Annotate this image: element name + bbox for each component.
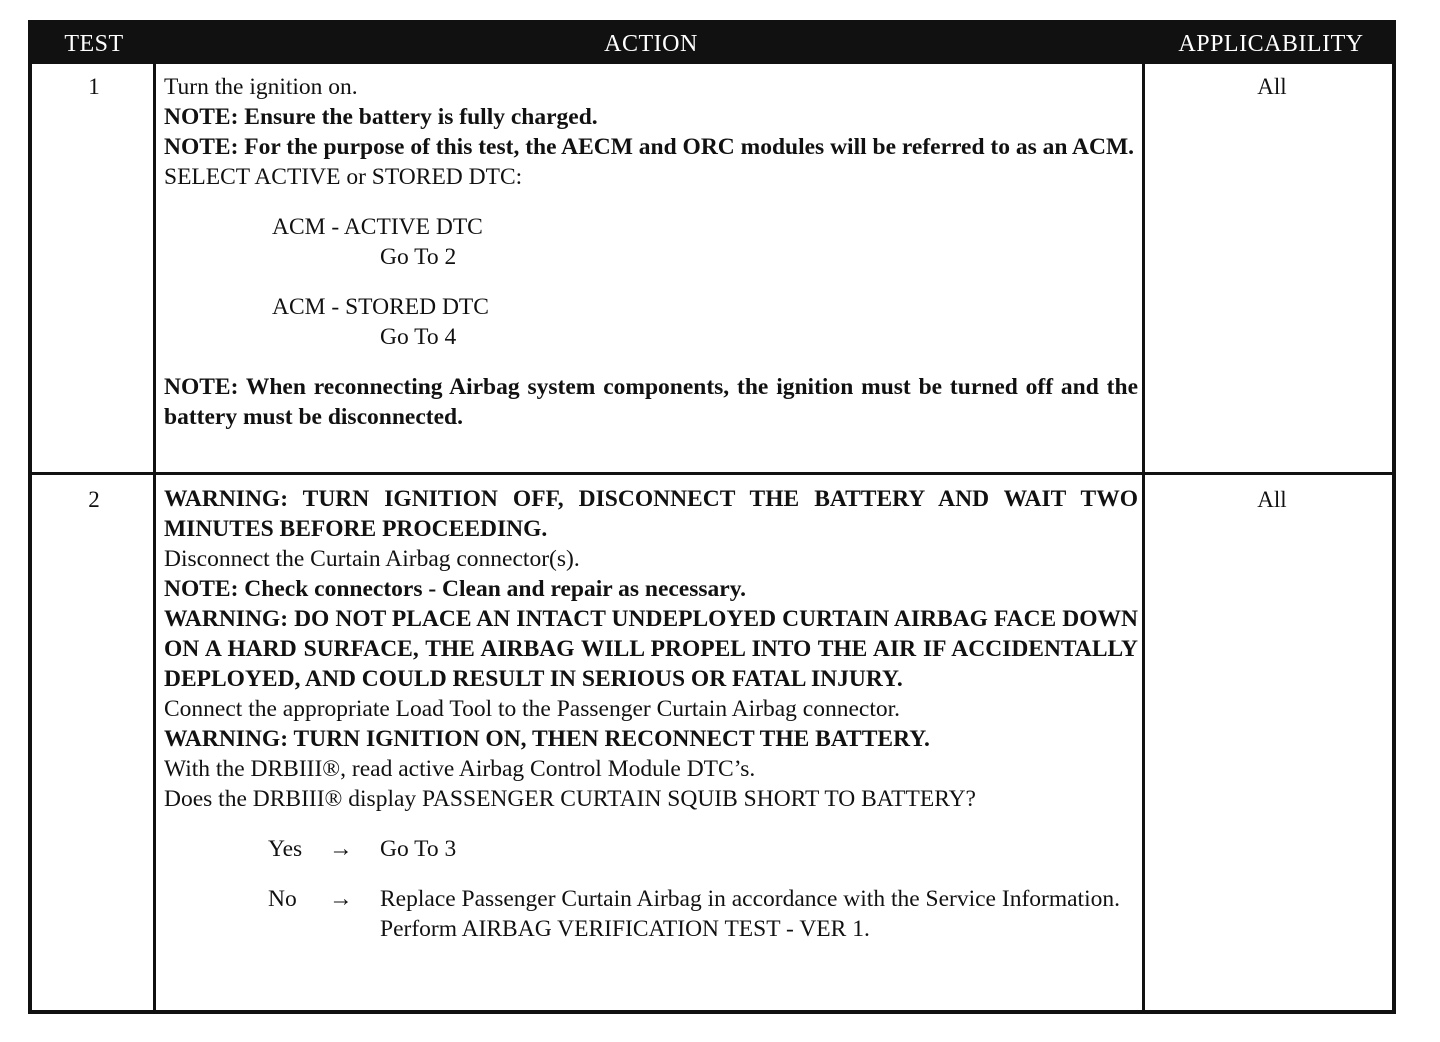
verification-instruction: Perform AIRBAG VERIFICATION TEST - VER 1.: [380, 916, 870, 942]
test-number: 1: [88, 74, 100, 99]
question: Does the DRBIII® display PASSENGER CURTAIN SQUIB SHORT TO BATTERY?: [164, 786, 976, 812]
header-action: ACTION: [604, 31, 698, 57]
header-applicability: APPLICABILITY: [1178, 31, 1364, 57]
diagnostic-test-table: [28, 20, 1396, 1014]
no-action-text: Replace Passenger Curtain Airbag in accordance with the Service Information.: [380, 886, 1120, 912]
option-label: ACM - ACTIVE DTC: [272, 214, 483, 240]
note: NOTE: Check connectors - Clean and repair as necessary.: [164, 576, 747, 602]
goto-link[interactable]: Go To 4: [380, 324, 457, 350]
column-divider: [1142, 64, 1145, 1014]
action-cell: [164, 72, 1138, 432]
arrow-right-icon: →: [329, 886, 353, 912]
note: NOTE: Ensure the battery is fully charged.: [164, 104, 598, 130]
yes-label: Yes: [268, 836, 303, 862]
column-divider: [153, 64, 156, 1014]
instruction: With the DRBIII®, read active Airbag Control Module DTC’s.: [164, 756, 756, 782]
warning: WARNING: DO NOT PLACE AN INTACT UNDEPLOYED CURTAIN AIRBAG FACE DOWN ON A HARD SURFACE, THE AIRBAG WILL PROPEL INTO THE AIR IF ACCIDENTALLY DEPLOYED, AND COULD RESULT IN SERIOUS OR FATAL INJURY.: [164, 606, 1138, 692]
note: NOTE: For the purpose of this test, the AECM and ORC modules will be referred to as an ACM.: [164, 134, 1135, 160]
test-number: 2: [88, 487, 100, 512]
header-test: TEST: [64, 31, 124, 57]
note: NOTE: When reconnecting Airbag system components, the ignition must be turned off and the battery must be disconnected.: [164, 374, 1138, 430]
no-label: No: [268, 886, 297, 912]
instruction: Disconnect the Curtain Airbag connector(s).: [164, 546, 580, 572]
applicability-value: All: [1257, 74, 1287, 99]
warning: WARNING: TURN IGNITION OFF, DISCONNECT THE BATTERY AND WAIT TWO MINUTES BEFORE PROCEEDING.: [164, 486, 1138, 542]
goto-link[interactable]: Go To 3: [380, 836, 457, 862]
instruction: Turn the ignition on.: [164, 74, 358, 100]
instruction: Connect the appropriate Load Tool to the Passenger Curtain Airbag connector.: [164, 696, 901, 722]
table-header: [32, 24, 1392, 64]
action-cell: [164, 484, 1138, 944]
instruction: SELECT ACTIVE or STORED DTC:: [164, 164, 523, 190]
no-branch: [164, 884, 1138, 944]
warning: WARNING: TURN IGNITION ON, THEN RECONNECT THE BATTERY.: [164, 726, 930, 752]
yes-branch: [164, 834, 1138, 864]
row-divider: [32, 472, 1392, 475]
applicability-value: All: [1257, 487, 1287, 512]
option-label: ACM - STORED DTC: [272, 294, 489, 320]
arrow-right-icon: →: [329, 836, 353, 862]
goto-link[interactable]: Go To 2: [380, 244, 457, 270]
